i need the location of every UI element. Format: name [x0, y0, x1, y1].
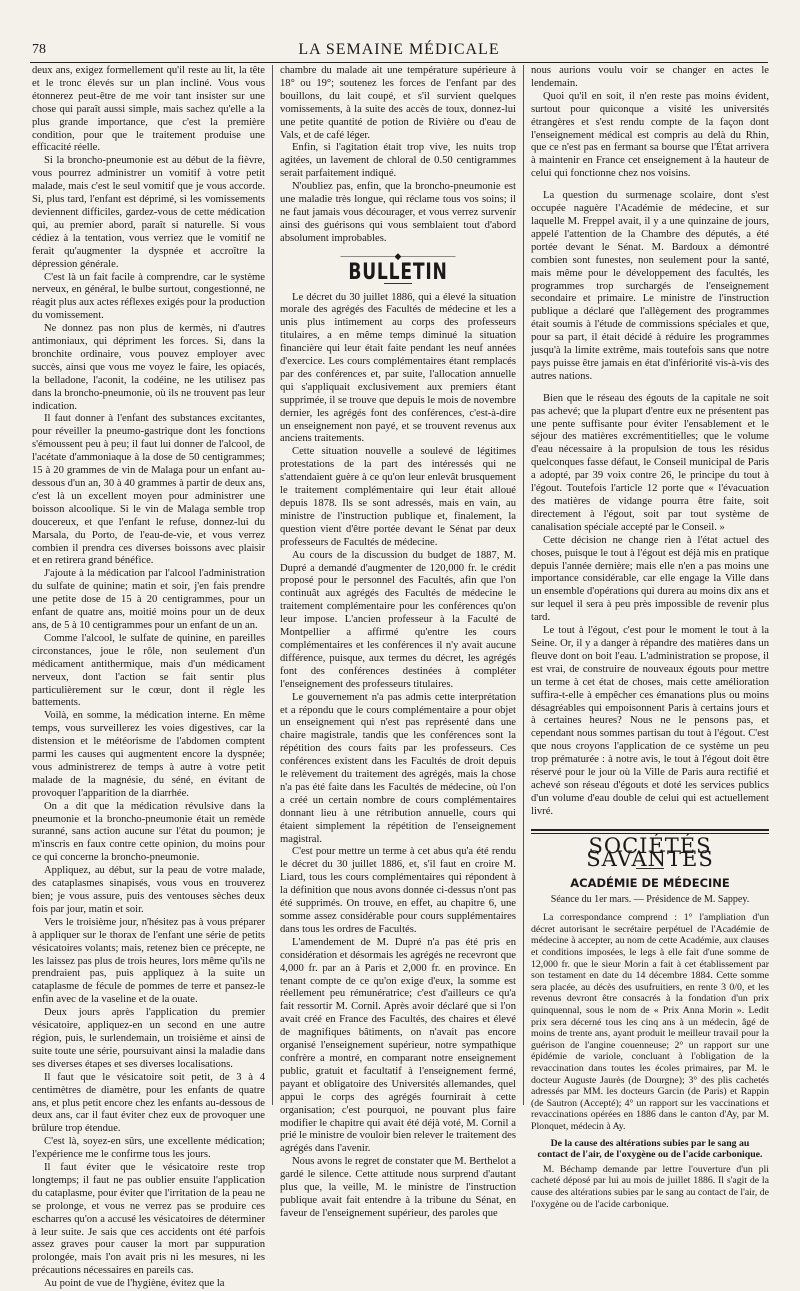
paragraph: J'ajoute à la médication par l'alcool l'administration du sulfate de quinine; matin et soir, j'en fais prendre une petite dose de 15 à 20 centigrammes, pour un enfant de quatre ans, moitié moins pour un de deux ans, de 5 à 10 centigrammes pour un enfant de un an. [32, 568, 265, 631]
bulletin-heading: BULLETIN [348, 259, 448, 285]
paragraph: Si la broncho-pneumonie est au début de la fièvre, vous pourrez administrer un vomitif à votre petit malade, mais c'est le seul vomitif que je vous accorde. Si, plus tard, l'enfant est déprimé, si les vomissements deviennent difficiles, gardez-vous de cette médication qui, au premier abord, paraît si naturelle. Si vous cédiez à la tentation, vous verriez que le vomitif ne ferait qu'augmenter la dyspnée et accroître la dépression générale. [32, 155, 265, 270]
paragraph: nous aurions voulu voir se changer en actes le lendemain. [531, 65, 769, 89]
paragraph: M. Béchamp demande par lettre l'ouverture d'un pli cacheté déposé par lui au mois de juillet 1886. Il s'agit de la cause des altérations subies par le sang au contact de l'air, de l'oxygène ou de l'acide carbonique. [531, 1163, 769, 1210]
paragraph: Cette décision ne change rien à l'état actuel des choses, puisque le tout à l'égout est déjà mis en pratique depuis l'année dernière; mais elle n'en a pas moins une importance considérable, car elle engage la Ville dans un ensemble d'opérations qui durera au moins dix ans et sur lequel il sera à peu près impossible de revenir plus tard. [531, 534, 769, 624]
seance-line: Séance du 1er mars. — Présidence de M. Sappey. [550, 894, 750, 906]
paragraph: Cette situation nouvelle a soulevé de légitimes protestations de la part des intéressés qui ne s'attendaient guère à ce qu'on leur enlevât brusquement le traitement complémentaire qui leur était alloué depuis 1878. Ils se sont adressés, mais en vain, au ministre de l'instruction publique et, finalement, la question vient d'être portée devant le Sénat par deux professeurs de Facultés de médecine. [280, 446, 516, 548]
running-title: LA SEMAINE MÉDICALE [298, 41, 500, 58]
paragraph: Le décret du 30 juillet 1886, qui a élevé la situation morale des agrégés des Facultés de médecine et les a unis plus intimement au corps des professeurs titulaires, a en même temps diminué la situation financière qui leur était faite pendant les neuf années d'exercice. Les cours complémentaires étant remplacés par des conférences et, par suite, l'allocation annuelle qui s'appliquait exclusivement aux premiers étant supprimée, il se trouve que depuis le mois de novembre dernier, les agrégés font des conférences, c'est-à-dire un enseignement non payé, et se trouvent revenus aux anciens traitements. [280, 291, 516, 445]
paragraph: Quoi qu'il en soit, il n'en reste pas moins évident, surtout pour quiconque a visité les universités étrangères et s'est rendu compte de la façon dont l'enseignement médical est compris au delà du Rhin, que ce n'est pas en fermant sa bourse que l'État arrivera à maintenir en France cet enseignement à la hauteur de celui qui fonctionne chez nos voisins. [531, 90, 769, 180]
paragraph: La question du surmenage scolaire, dont s'est occupée naguère l'Académie de médecine, et sur laquelle M. Freppel avait, il y a une quinzaine de jours, appelé l'attention de la Chambre des députés, a été portée devant le Sénat. M. Bardoux a démontré combien sont funestes, non seulement pour la santé, mais même pour le développement des facultés, les programmes trop surchargés de l'enseignement secondaire et primaire. Le ministre de l'instruction publique a déclaré que l'allègement des programmes était soumis à l'étude de commissions spéciales et que, pour sa part, il était décidé à réduire les programmes jusqu'à la limite extrême, mais toutefois sans que notre pays puisse être jamais en état d'infériorité vis-à-vis des autres nations. [531, 190, 769, 382]
societes-savantes-heading: SOCIÉTÉS SAVANTES [586, 833, 714, 871]
paragraph: Vers le troisième jour, n'hésitez pas à vous préparer à appliquer sur le thorax de l'enfant une série de petits vésicatoires volants; mais, retenez bien ce précepte, ne les laissez pas plus de trois heures, lors même qu'ils ne prendraient pas, puis appliquez à la suite un cataplasme de fécule de pommes de terre et pansez-le enfin avec de la vaseline et de la ouate. [32, 916, 265, 1006]
column-1 [32, 65, 265, 1290]
paragraph: Au cours de la discussion du budget de 1887, M. Dupré a demandé d'augmenter de 120,000 fr. le crédit proposé pour le personnel des Facultés, afin que l'on continuât aux agrégés des Facultés de médecine le traitement complémentaire pour les conférences qu'on leur impose. L'ancien professeur à la Faculté de Montpellier a affirmé qu'entre les cours complémentaires et les conférences il n'y avait aucune différence, puisque, aux termes du décret, les agrégés font des conférences destinées à compléter l'enseignement des professeurs titulaires. [280, 549, 516, 690]
ornament-divider: ——————◆—————— [340, 250, 456, 261]
paragraph: C'est là un fait facile à comprendre, car le système nerveux, en général, le bulbe surtout, congestionné, ne réagit plus aux actes réflexes exigés pour la production du vomissement. [32, 271, 265, 322]
subheading: De la cause des altérations subies par le sang au contact de l'air, de l'oxygène ou de l'acide carbonique. [537, 1137, 763, 1161]
paragraph: Il faut que le vésicatoire soit petit, de 3 à 4 centimètres de diamètre, pour les enfants de quatre ans, et plus petit encore chez les enfants au-dessous de deux ans, car il faut éviter chez eux de provoquer une brûlure trop étendue. [32, 1071, 265, 1135]
paragraph: Au point de vue de l'hygiène, évitez que la [44, 1278, 225, 1290]
correspondance-paragraph: La correspondance comprend : 1° l'ampliation d'un décret autorisant le secrétaire perpétuel de l'Académie de médecine à accepter, au nom de cette Académie, aux clauses et conditions imposées, le legs à elle fait d'une somme de 12,000 fr. que le sieur Morin a fait à cet établissement par son testament en date du 14 décembre 1884. Cette somme sera placée, au décès des usufruitiers, en rente 3 0/0, et les revenus devront être consacrés à la fondation d'un prix quinquennal, sous le nom de « Prix Anna Morin ». Ledit prix sera décerné tous les cinq ans à un médecin, âgé de moins de trente ans, ayant produit le meilleur travail pour la guérison de l'angine couenneuse; 2° un rapport sur une épidémie de variole, concluant à l'obligation de la revaccination dans toutes les écoles primaires, par M. le docteur Auguste Jaurès (de Dourgne); 3° des plis cachetés adressés par MM. les docteurs Garcin (de Paris) et Rappin (de Sautron (Accepté); 4° un rapport sur les vaccinations et revaccinations opérées en 1886 dans le canton d'Ay, par M. Plonquet, médecin à Ay. [531, 912, 769, 1132]
paragraph: On a dit que la médication révulsive dans la pneumonie et la broncho-pneumonie était un remède suranné, sans action aucune sur l'état du poumon; je m'inscris en faux contre cette opinion, du moins pour ce qui concerne la broncho-pneumonie. [32, 800, 265, 864]
paragraph: Voilà, en somme, la médication interne. En même temps, vous surveillerez les voies digestives, car la distension et le météorisme de l'abdomen comptent parmi les causes qui augmentent encore la dyspnée; vous administrerez de temps à autre à votre petit malade de la magnésie, du séné, en évitant de provoquer l'apparition de la diarrhée. [32, 710, 265, 799]
academie-heading: ACADÉMIE DE MÉDECINE [570, 876, 730, 891]
paragraph: deux ans, exigez formellement qu'il reste au lit, la tête et le tronc élevés sur un plan incliné. Vous vous étonnerez peut-être de me voir tant insister sur une chose qui paraît aussi simple, mais sachez qu'elle a la plus grande importance, que c'est la première condition, pour que le traitement produise une efficacité réelle. [32, 65, 265, 154]
column-rule-1 [272, 65, 273, 1105]
column-3 [531, 65, 769, 1210]
paragraph: Nous avons le regret de constater que M. Berthelot a gardé le silence. Cette attitude nous surprend d'autant plus que, la veille, M. le ministre de l'instruction publique avait fait entendre à la tribune du Sénat, en faveur de l'enseignement supérieur, des paroles que [280, 1156, 516, 1219]
column-2 [280, 65, 516, 1219]
paragraph: Bien que le réseau des égouts de la capitale ne soit pas achevé; que la plupart d'entre eux ne présentent pas une pente suffisante pour éviter l'ensablement et le séjour des matières excrémentitielles; que le volume d'eau nécessaire à la propulsion de tous les résidus quelconques fasse défaut, le Conseil municipal de Paris a adopté, par 39 voix contre 26, le principe du tout à l'égout. Toutefois l'article 12 porte que « l'évacuation des matières de vidange pourra être faite, soit directement à l'égout, soit par tout système de canalisation spéciale accepté par le Conseil. » [531, 392, 769, 533]
page-header [30, 40, 768, 63]
paragraph: Ne donnez pas non plus de kermès, ni d'autres antimoniaux, qui dépriment les forces. Si, dans la bronchite ordinaire, vous pouvez employer avec succès, ainsi que vous me voyez le faire, les opiacés, la belladone, l'aconit, la codéine, ne les utilisez pas dans la broncho-pneumonie, où ils ne trouvent pas leur indication. [32, 323, 265, 412]
section-rule [531, 829, 769, 834]
page-number: 78 [32, 42, 46, 57]
paragraph: L'amendement de M. Dupré n'a pas été pris en considération et désormais les agrégés ne recevront que 4,000 fr. par an à Paris et 2,000 fr. en province. En tenant compte de ce qu'on exige d'eux, la somme est réellement peu rémunératrice; c'est d'ailleurs ce qu'a fait ressortir M. Cornil. Après avoir déclaré que si l'on avait créé en France des Facultés, des chaires et élevé de magnifiques bâtiments, on n'avait pas encore organisé l'enseignement supérieur, notre sympathique confrère a montré, en comparant notre enseignement public, gratuit et facultatif à l'enseignement fermé, payant et obligatoire des Universités allemandes, quel appui le corps des agrégés fournirait à cette organisation; c'est pourquoi, ne pouvant plus faire modifier le chapitre qui avait été déjà voté, M. Cornil a prié le ministre de vouloir bien relever le traitement des agrégés dans l'avenir. [280, 936, 516, 1155]
paragraph: Le gouvernement n'a pas admis cette interprétation et a répondu que le cours complémentaire a pour objet un enseignement qui n'est pas représenté dans une chaire magistrale, tandis que les conférences sont la répétition des cours faits par les professeurs. Ces conférences existent dans les Facultés de droit depuis le relèvement du traitement des agrégés, mais la chose n'a pas été faite dans les Facultés de médecine, où l'on a créé un certain nombre de cours complémentaires donnant lieu à une rétribution annuelle, cours qui étaient simplement la répétition de l'enseignement magistral. [280, 691, 516, 845]
paragraph: Il faut donner à l'enfant des substances excitantes, pour réveiller la pneumo-gastrique dont les fonctions s'émoussent peu à peu; il faut lui donner de l'alcool, de l'acétate d'ammoniaque à la dose de 50 centigrammes; 15 à 20 grammes de vin de Malaga pour un enfant au-dessous d'un an, 30 à 40 grammes à partir de deux ans, c'est là un excellent moyen pour administrer une boisson alcoolique. Si le vin de Malaga semble trop doucereux, et que l'enfant le refuse, donnez-lui du Marsala, du Porto, de l'eau-de-vie, et vous verrez combien il prendra ces diverses boissons avec plaisir et en retirera grand bénéfice. [32, 413, 265, 567]
paragraph: chambre du malade ait une température supérieure à 18° ou 19°; soutenez les forces de l'enfant par des bouillons, du lait coupé, et s'il survient quelques vomissements, à la suite des accès de toux, donnez-lui une petite quantité de potion de Rivière ou d'eau de Vals, et de café léger. [280, 65, 516, 141]
paragraph: Comme l'alcool, le sulfate de quinine, en pareilles circonstances, joue le rôle, non seulement d'un médicament antithermique, mais d'un médicament nerveux, dont l'action se fait sentir plus particulièrement sur le cœur, dont il règle les battements. [32, 632, 265, 709]
paragraph: Il faut éviter que le vésicatoire reste trop longtemps; il faut ne pas oublier ensuite l'application du cataplasme, pour éviter que l'irritation de la peau ne se prolonge, et vous ne verrez pas se produire ces escharres qu'on a accusé les vésicatoires de déterminer à leur suite. Je sais que ces accidents ont été parfois assez graves pour causer la mort par suppuration prolongée, mais l'on avait pris ni les mesures, ni les précautions nécessaires en pareils cas. [32, 1162, 265, 1277]
paragraph: Appliquez, au début, sur la peau de votre malade, des cataplasmes sinapisés, vous vous en trouverez bien; je vous assure, puis des ventouses sèches deux fois par jour, matin et soir. [32, 865, 265, 915]
paragraph: N'oubliez pas, enfin, que la broncho-pneumonie est une maladie très longue, qui réclame tous vos soins; il ne faut jamais vous décourager, et vous verrez survenir ainsi des guérisons qui vous semblaient tout d'abord absolument improbables. [280, 181, 516, 244]
paragraph: C'est pour mettre un terme à cet abus qu'a été rendu le décret du 30 juillet 1886, et, s'il faut en croire M. Liard, tous les cours complémentaires qui répondent à la définition que nous avons donnée ci-dessus n'ont pas été supprimés. On trouve, en effet, au chapitre 6, une somme assez considérable pour cours supplémentaires dans tous les ordres de Facultés. [280, 846, 516, 935]
paragraph: Enfin, si l'agitation était trop vive, les nuits trop agitées, un lavement de chloral de 0.50 centigrammes serait parfaitement indiqué. [280, 142, 516, 180]
paragraph: Le tout à l'égout, c'est pour le moment le tout à la Seine. Or, il y a danger à répandre des matières dans un fleuve dont on boit l'eau. L'administration se propose, il est vrai, de construire de nouveaux égouts pour mettre un terme à cet état de choses, mais cette amélioration suffira-t-elle à empêcher ces émanations plus ou moins désagréables qui empoisonnent Paris à certains jours et à certaines heures? Nous ne le pensons pas, et cependant nous sommes partisan du tout à l'égout. C'est que nous croyons l'application de ce système un peu trop prématurée : à notre avis, le tout à l'égout doit être réservé pour le jour où la Ville de Paris aura rectifié et achevé son réseau d'égouts et doté les services publics d'un volume d'eau double de celui qui est actuellement livré. [531, 625, 769, 817]
paragraph: C'est là, soyez-en sûrs, une excellente médication; l'expérience me le confirme tous les jours. [32, 1136, 265, 1161]
column-rule-2 [523, 65, 524, 1105]
paragraph: Deux jours après l'application du premier vésicatoire, appliquez-en un second en une autre région, puis, le surlendemain, un troisième et ainsi de suite toute une série, poursuivant ainsi la maladie dans ses diverses étapes et ses diverses localisations. [32, 1007, 265, 1070]
